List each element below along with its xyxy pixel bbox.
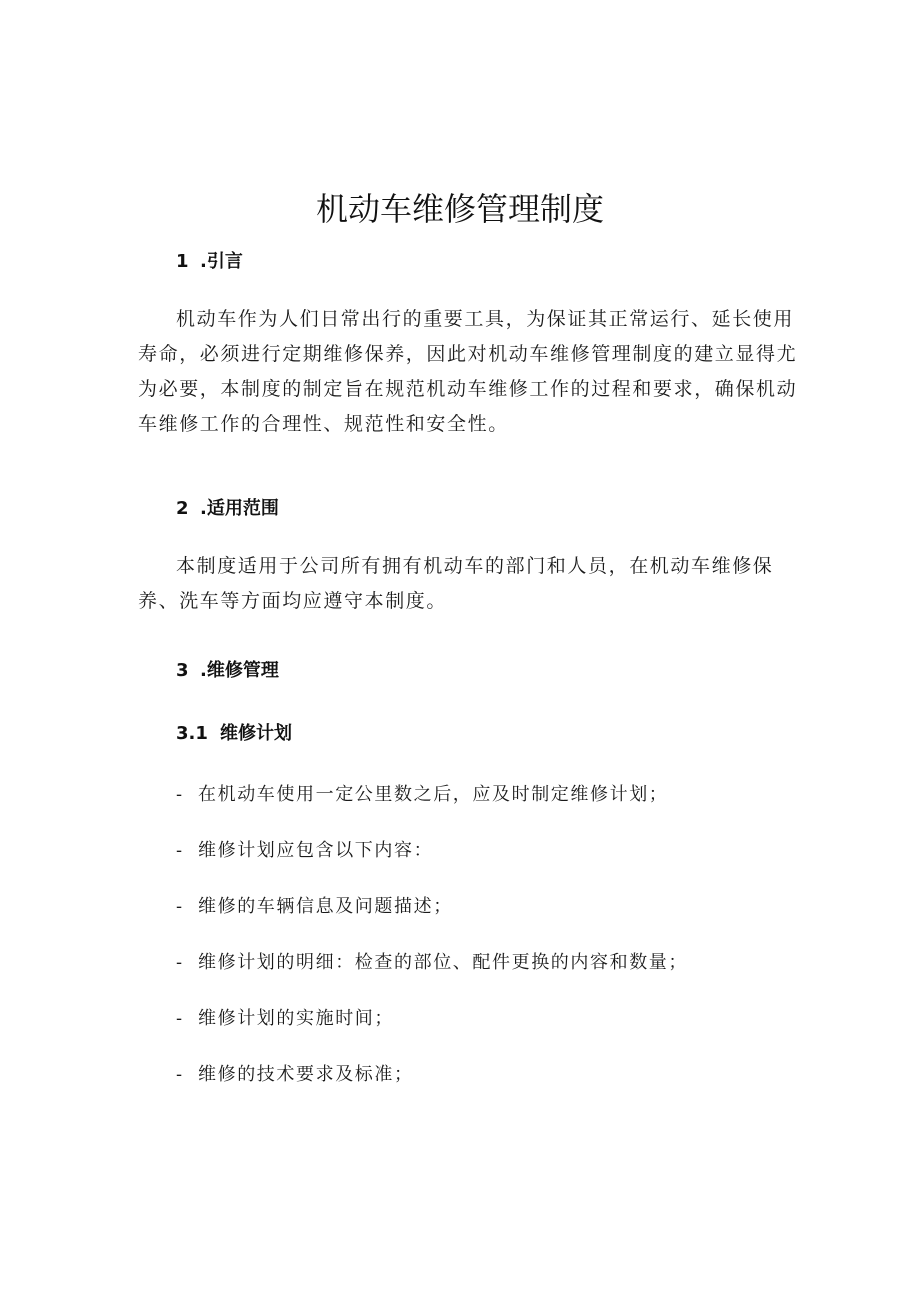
intro-paragraph: 机动车作为人们日常出行的重要工具，为保证其正常运行、延长使用寿命，必须进行定期维修保养，因此对机动车维修管理制度的建立显得尤为必要，本制度的制定旨在规范机动车维修工作的过程和要求，确保机动车维修工作的合理性、规范性和安全性。	[138, 308, 798, 435]
section-number: 2	[176, 498, 189, 519]
scope-paragraph: 本制度适用于公司所有拥有机动车的部门和人员，在机动车维修保养、洗车等方面均应遵守本制度。	[138, 555, 774, 612]
list-item: - 在机动车使用一定公里数之后，应及时制定维修计划；	[176, 784, 669, 805]
section-title: .适用范围	[200, 498, 279, 519]
list-item: - 维修的车辆信息及问题描述；	[176, 896, 453, 917]
section-number: 3	[176, 660, 189, 681]
subsection-heading-plan	[176, 719, 292, 745]
list-item: - 维修计划的实施时间；	[176, 1008, 394, 1029]
list-item: - 维修计划应包含以下内容：	[176, 840, 434, 861]
section-heading-scope	[176, 494, 279, 520]
list-item: - 维修的技术要求及标准；	[176, 1064, 414, 1085]
document-title: 机动车维修管理制度	[315, 190, 604, 228]
section-heading-maintenance	[176, 656, 279, 682]
subsection-title: 维修计划	[220, 723, 292, 744]
subsection-number: 3.1	[176, 723, 208, 744]
list-item: - 维修计划的明细：检查的部位、配件更换的内容和数量；	[176, 952, 688, 973]
section-number: 1	[176, 251, 189, 272]
section-title: .引言	[200, 251, 243, 272]
section-heading-intro	[176, 247, 243, 273]
section-title: .维修管理	[200, 660, 279, 681]
